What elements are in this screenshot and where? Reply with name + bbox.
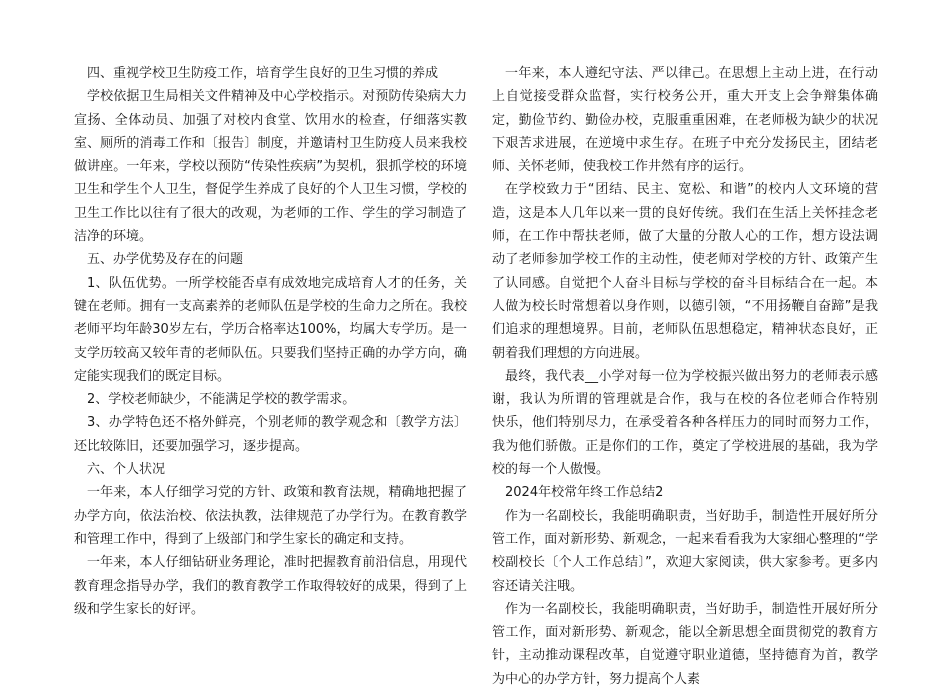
- left-column: [74, 62, 467, 621]
- paragraph-teacher-shortage: 2、学校老师缺少，不能满足学校的教学需求。: [87, 392, 356, 408]
- paragraph-team-advantage: 1、队伍优势。一所学校能否卓有成效地完成培育人才的任务，关键在老师。拥有一支高素养的老师队伍是学校的生命力之所在。我校老师平均年龄30岁左右，学历合格率达100%，均属大专学历。是一支学历较高又较年青的老师队伍。只要我们坚持正确的办学方向，确定能实现我们的既定目标。: [74, 275, 467, 384]
- paragraph-discipline: 一年来，本人遵纪守法、严以律己。在思想上主动上进，在行动上自觉接受群众监督，实行校务公开，重大开支上会争辩集体确定，勤俭节约、勤俭办校，克服重重困难，在老师极为缺少的状况下艰苦求进展，在逆境中求生存。在班子中充分发扬民主，团结老师、关怀老师，使我校工作井然有序的运行。: [492, 66, 878, 175]
- summary-title-2: 2024年校常年终工作总结2: [505, 485, 664, 501]
- paragraph-vice-principal-body: 作为一名副校长，我能明确职责，当好助手，制造性开展好所分管工作，面对新形势、新观念，能以全新思想全面贯彻党的教育方针，主动推动课程改革，自觉遵守职业道德，坚持德育为首，教学为中心的办学方针，努力提高个人素: [492, 601, 878, 687]
- section-heading-hygiene: 四、重视学校卫生防疫工作，培育学生良好的卫生习惯的养成: [87, 66, 439, 81]
- paragraph-personal-policy: 一年来，本人仔细学习党的方针、政策和教育法规，精确地把握了办学方向，依法治校、依法执教，法律规范了办学行为。在教育教学和管理工作中，得到了上级部门和学生家长的确定和支持。: [74, 485, 467, 547]
- paragraph-vice-principal-intro: 作为一名副校长，我能明确职责，当好助手，制造性开展好所分管工作，面对新形势、新观念，一起来看看我为大家细心整理的“学校副校长〔个人工作总结〕”，欢迎大家阅读，供大家参考。更多内容还请关注哦。: [492, 508, 878, 594]
- paragraph-thanks: 最终，我代表__小学对每一位为学校振兴做出努力的老师表示感谢，我认为所谓的管理就是合作，我与在校的各位老师合作特别 快乐，他们特别尽力，在承受着各种各样压力的同时而努力工作，我为他们骄傲。正是你们的工作，奠定了学校进展的基础，我为学校的每一个人傲慢。: [492, 368, 905, 478]
- paragraph-school-characteristics: 3、办学特色还不格外鲜亮，个别老师的教学观念和〔教学方法〕还比较陈旧，还要加强学习，逐步提高。: [74, 415, 467, 454]
- paragraph-personal-study: 一年来，本人仔细钻研业务理论，准时把握教育前沿信息，用现代教育理念指导办学，我们的教育教学工作取得较好的成果，得到了上级和学生家长的好评。: [74, 555, 467, 617]
- section-heading-advantages: 五、办学优势及存在的问题: [87, 252, 244, 268]
- paragraph-culture: 在学校致力于“团结、民主、宽松、和谐”的校内人文环境的营造，这是本人几年以来一贯的良好传统。我们在生活上关怀挂念老师，在工作中帮扶老师，做了大量的分散人心的工作，想方设法调动了老师参加学校工作的主动性，使老师对学校的方针、政策产生了认同感。自觉把个人奋斗目标与学校的奋斗目标结合在一起。本人做为校长时常想着以身作则，以德引领，“不用扬鞭自奋蹄”是我们追求的理想境界。目前，老师队伍思想稳定，精神状态良好，正朝着我们理想的方向进展。: [492, 182, 878, 361]
- section-heading-personal: 六、个人状况: [87, 462, 166, 478]
- paragraph-hygiene: 学校依据卫生局相关文件精神及中心学校指示。对预防传染病大力宣扬、全体动员、加强了对校内食堂、饮用水的检查，仔细落实教室、厕所的消毒工作和〔报告〕制度，并邀请村卫生防疫人员来我校做讲座。一年来，学校以预防“传染性疾病”为契机，狠抓学校的环境卫生和学生个人卫生，督促学生养成了良好的个人卫生习惯，学校的卫生工作比以往有了很大的改观，为老师的工作、学生的学习制造了洁净的环境。: [74, 89, 467, 245]
- right-column: [492, 62, 905, 691]
